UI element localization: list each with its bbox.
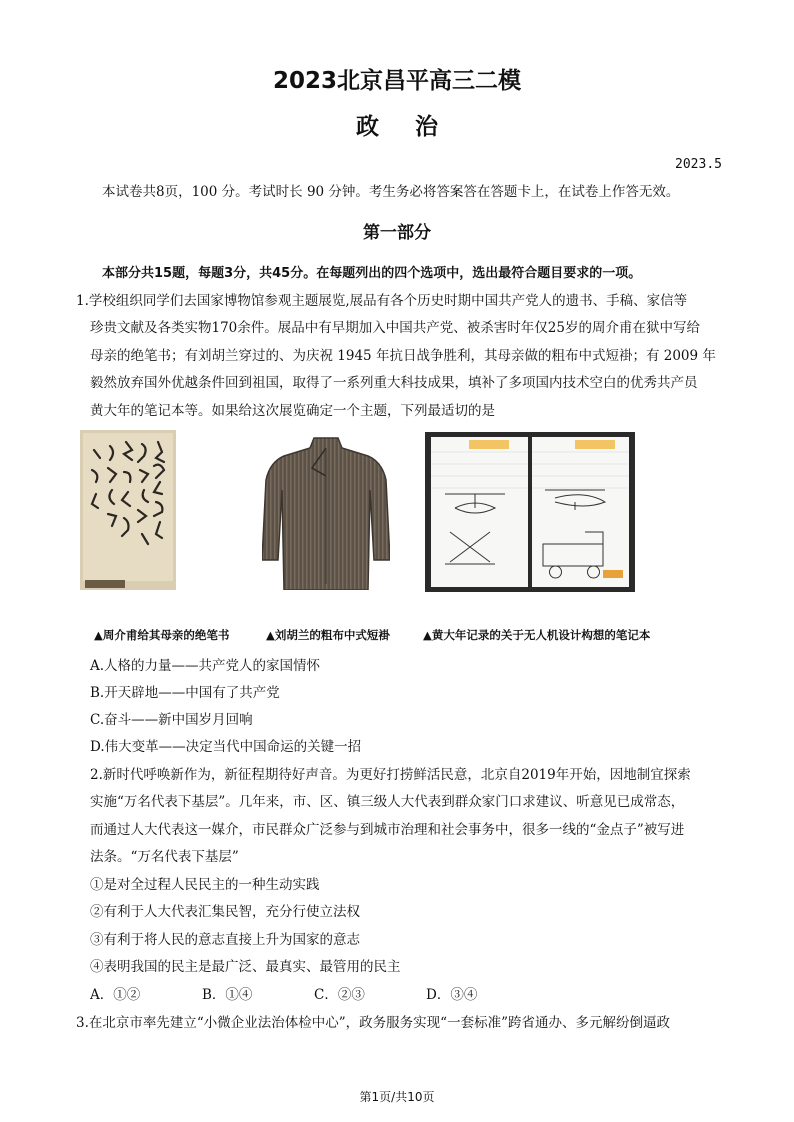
q3-line: 3.在北京市率先建立“小微企业法治体检中心”，政务服务实现“一套标准”跨省通办、多元解纷倒逼政 [76,1015,670,1031]
letter-image [80,430,176,590]
q2-line: 而通过人大代表这一媒介，市民群众广泛参与到城市治理和社会事务中，很多一线的“金点子”被写进 [90,822,685,838]
exam-intro: 本试卷共8页，100 分。考试时长 90 分钟。考生务必将答案答在答题卡上，在试卷上作答无效。 [102,184,680,200]
q2-option-a: A．①② [90,987,141,1003]
coat-image [262,434,390,590]
q2-item: ①是对全过程人民民主的一种生动实践 [90,877,320,893]
part-instruction: 本部分共15题，每题3分，共45分。在每题列出的四个选项中，选出最符合题目要求的一项。 [102,266,642,281]
part-title: 第一部分 [363,223,431,243]
image-caption: ▲刘胡兰的粗布中式短褂 [266,628,390,642]
q1-option-b: B.开天辟地——中国有了共产党 [90,685,280,701]
notebook-image [425,432,635,592]
q1-option-c: C.奋斗——新中国岁月回响 [90,712,253,728]
subject-title: 政治 [356,114,474,140]
exam-date: 2023.5 [675,157,722,172]
q2-option-d: D．③④ [426,987,478,1003]
exam-title: 2023北京昌平高三二模 [272,68,521,94]
q1-line: 黄大年的笔记本等。如果给这次展览确定一个主题，下列最适切的是 [90,403,495,419]
q2-line: 2.新时代呼唤新作为，新征程期待好声音。为更好打捞鲜活民意，北京自2019年开始，因地制宜探索 [90,767,691,783]
q2-options [90,983,538,1003]
image-caption: ▲黄大年记录的关于无人机设计构想的笔记本 [423,628,651,642]
q1-line: 1.学校组织同学们去国家博物馆参观主题展览,展品有各个历史时期中国共产党人的遗书、手稿、家信等 [76,293,688,309]
q2-item: ④表明我国的民主是最广泛、最真实、最管用的民主 [90,959,401,975]
q2-option-c: C．②③ [314,987,365,1003]
q2-line: 实施“万名代表下基层”。几年来，市、区、镇三级人大代表到群众家门口求建议、听意见已成常态， [90,794,685,810]
q1-option-a: A.人格的力量——共产党人的家国情怀 [90,658,321,674]
q2-option-b: B．①④ [202,987,253,1003]
page-number: 第1页/共10页 [359,1090,435,1104]
image-caption: ▲周介甫给其母亲的绝笔书 [94,628,230,642]
q1-line: 毅然放弃国外优越条件回到祖国，取得了一系列重大科技成果，填补了多项国内技术空白的优秀共产员 [90,375,698,391]
q2-item: ③有利于将人民的意志直接上升为国家的意志 [90,932,360,948]
q1-line: 母亲的绝笔书；有刘胡兰穿过的、为庆祝 1945 年抗日战争胜利，其母亲做的粗布中式短褂；有 2009 年 [90,348,716,364]
q1-option-d: D.伟大变革——决定当代中国命运的关键一招 [90,739,362,755]
q2-line: 法条。“万名代表下基层” [90,849,239,865]
q1-line: 珍贵文献及各类实物170余件。展品中有早期加入中国共产党、被杀害时年仅25岁的周介甫在狱中写给 [90,320,700,336]
q2-item: ②有利于人大代表汇集民智，充分行使立法权 [90,904,360,920]
